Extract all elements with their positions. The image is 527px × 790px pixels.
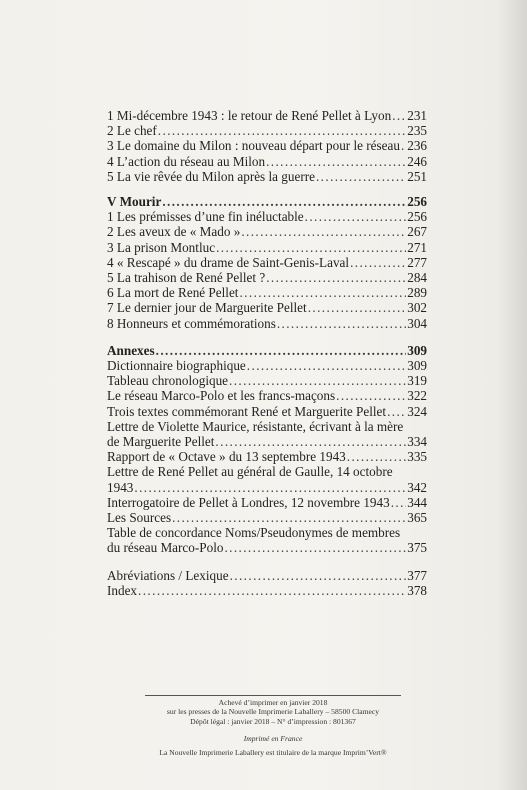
toc-entry: Le réseau Marco-Polo et les francs-maçons ..... 322 bbox=[107, 388, 427, 403]
page-edge-shadow bbox=[497, 0, 527, 790]
toc-entry: Tableau chronologique ..... 319 bbox=[107, 373, 427, 388]
toc-entry: Interrogatoire de Pellet à Londres, 12 novembre 1943 ..... 344 bbox=[107, 495, 427, 510]
toc-entry: 8 Honneurs et commémorations ..... 304 bbox=[107, 316, 427, 331]
toc-entry: Les Sources ..... 365 bbox=[107, 510, 427, 525]
colophon bbox=[145, 698, 401, 757]
colophon-rule bbox=[145, 695, 401, 696]
toc-entry: Rapport de « Octave » du 13 septembre 1943 ..... 335 bbox=[107, 449, 427, 464]
toc-entry: 6 La mort de René Pellet ..... 289 bbox=[107, 285, 427, 300]
toc-entry: 2 Les aveux de « Mado » ..... 267 bbox=[107, 224, 427, 239]
toc-entry: Trois textes commémorant René et Marguerite Pellet ..... 324 bbox=[107, 404, 427, 419]
toc-section-heading: V Mourir ..... 256 bbox=[107, 194, 427, 209]
printed-in-label: Imprimé en France bbox=[243, 734, 303, 744]
toc-entry-line: Lettre de Violette Maurice, résistante, écrivant à la mère bbox=[107, 418, 404, 434]
trademark-line: La Nouvelle Imprimerie Laballery est titulaire de la marque Imprim’Vert® bbox=[159, 747, 387, 757]
toc-entry: 1 Les prémisses d’une fin inéluctable ..... 256 bbox=[107, 209, 427, 224]
toc-entry: de Marguerite Pellet ..... 334 bbox=[107, 434, 427, 449]
toc-entry: Dictionnaire biographique ..... 309 bbox=[107, 358, 427, 373]
toc-entry: 1943 ..... 342 bbox=[107, 480, 427, 495]
toc-entry: 7 Le dernier jour de Marguerite Pellet ..... 302 bbox=[107, 300, 427, 315]
colophon-line: Achevé d’imprimer en janvier 2018 bbox=[218, 698, 328, 707]
toc-entry-line: Lettre de René Pellet au général de Gaulle, 14 octobre bbox=[107, 464, 393, 480]
toc-entry: Abréviations / Lexique ..... 377 bbox=[107, 568, 427, 583]
colophon-line: Dépôt légal : janvier 2018 – N° d’impression : 801367 bbox=[190, 716, 356, 726]
toc-entry: 3 Le domaine du Milon : nouveau départ pour le réseau ..... 236 bbox=[107, 138, 427, 153]
toc-entry: 4 L’action du réseau au Milon ..... 246 bbox=[107, 154, 427, 169]
toc-section-heading: Annexes ..... 309 bbox=[107, 343, 427, 358]
toc-entry: Index ..... 378 bbox=[107, 583, 427, 598]
table-of-contents bbox=[107, 108, 427, 598]
toc-entry-line: Table de concordance Noms/Pseudonymes de membres bbox=[107, 525, 401, 541]
toc-entry: 2 Le chef ..... 235 bbox=[107, 123, 427, 138]
toc-entry: 1 Mi-décembre 1943 : le retour de René Pellet à Lyon ..... 231 bbox=[107, 108, 427, 123]
toc-entry: 4 « Rescapé » du drame de Saint-Genis-Laval ..... 277 bbox=[107, 255, 427, 270]
toc-entry: 5 La vie rêvée du Milon après la guerre ..... 251 bbox=[107, 169, 427, 184]
colophon-line: sur les presses de la Nouvelle Imprimerie Laballery – 58500 Clamecy bbox=[166, 707, 380, 717]
toc-entry: 3 La prison Montluc ..... 271 bbox=[107, 240, 427, 255]
toc-entry: du réseau Marco-Polo ..... 375 bbox=[107, 540, 427, 555]
toc-entry: 5 La trahison de René Pellet ? ..... 284 bbox=[107, 270, 427, 285]
